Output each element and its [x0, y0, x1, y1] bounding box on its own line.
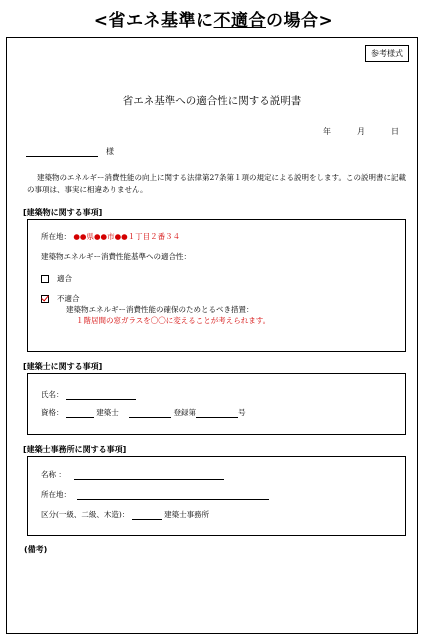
intro-text: 建築物のエネルギー消費性能の向上に関する法律第27条第１項の規定による説明をします。この説明書に記載の事項は、事実に相違ありません。: [27, 173, 406, 194]
form-sheet: [6, 37, 418, 634]
document-title: 省エネ基準への適合性に関する説明書: [122, 95, 302, 107]
architect-section-box: [27, 373, 406, 435]
option-conform-label: 適合: [57, 274, 72, 283]
heading-prefix: <省エネ基準に: [93, 11, 214, 31]
reference-label: 参考様式: [365, 45, 409, 62]
measures-label: 建築物エネルギー消費性能の確保のためとるべき措置：: [66, 305, 254, 314]
nonconform-checkbox[interactable]: [41, 295, 49, 303]
office-address-label: 所在地：: [41, 490, 71, 499]
date-year: 年: [323, 127, 331, 136]
registration-number-blank[interactable]: [196, 416, 238, 418]
option-conform-row: [41, 273, 72, 284]
architect-name-row: [41, 389, 136, 400]
office-section-box: [27, 456, 406, 536]
office-name-row: [41, 469, 224, 480]
date-line: [297, 126, 399, 137]
conformity-label: 建築物エネルギー消費性能基準への適合性：: [41, 252, 191, 261]
page-heading: [0, 6, 427, 31]
office-category-row: [41, 509, 209, 520]
option-nonconform-row: [41, 293, 80, 304]
heading-underlined: 不適合: [213, 11, 266, 31]
addressee-blank[interactable]: [26, 156, 98, 157]
architect-pref-blank[interactable]: [129, 416, 171, 418]
office-name-blank[interactable]: [74, 478, 224, 480]
office-category-blank[interactable]: [132, 518, 162, 520]
remarks-label: (備考): [24, 545, 48, 554]
addressee-suffix: 様: [106, 147, 114, 156]
conform-checkbox[interactable]: [41, 275, 49, 283]
option-nonconform-label: 不適合: [57, 294, 80, 303]
number-word: 号: [238, 408, 246, 417]
measures-value: １階居間の窓ガラスを〇〇に変えることが考えられます。: [76, 316, 271, 325]
architect-name-blank[interactable]: [66, 398, 136, 400]
office-address-row: [41, 489, 269, 500]
heading-suffix: の場合>: [266, 11, 334, 31]
location-label: 所在地：: [41, 232, 71, 241]
office-address-blank[interactable]: [77, 498, 269, 500]
architect-name-label: 氏名：: [41, 390, 64, 399]
location-row: [41, 231, 180, 242]
architect-word: 建築士: [96, 408, 119, 417]
building-section-title: [建築物に関する事項]: [23, 208, 103, 217]
qualification-label: 資格：: [41, 408, 64, 417]
architect-section-title: [建築士に関する事項]: [23, 362, 103, 371]
qualification-class-blank[interactable]: [66, 416, 94, 418]
location-value: ●●県●●市●●１丁目２番３４: [73, 232, 181, 241]
qualification-row: [41, 407, 246, 418]
date-month: 月: [357, 127, 365, 136]
date-day: 日: [391, 127, 399, 136]
office-category-label: 区分(一級、二級、木造)：: [41, 510, 130, 519]
addressee-line: [26, 146, 114, 157]
registration-word: 登録第: [173, 408, 197, 417]
office-section-title: [建築士事務所に関する事項]: [23, 445, 127, 454]
office-name-label: 名称 ：: [41, 470, 66, 479]
office-word: 建築士事務所: [164, 510, 210, 519]
building-section-box: [27, 219, 406, 352]
